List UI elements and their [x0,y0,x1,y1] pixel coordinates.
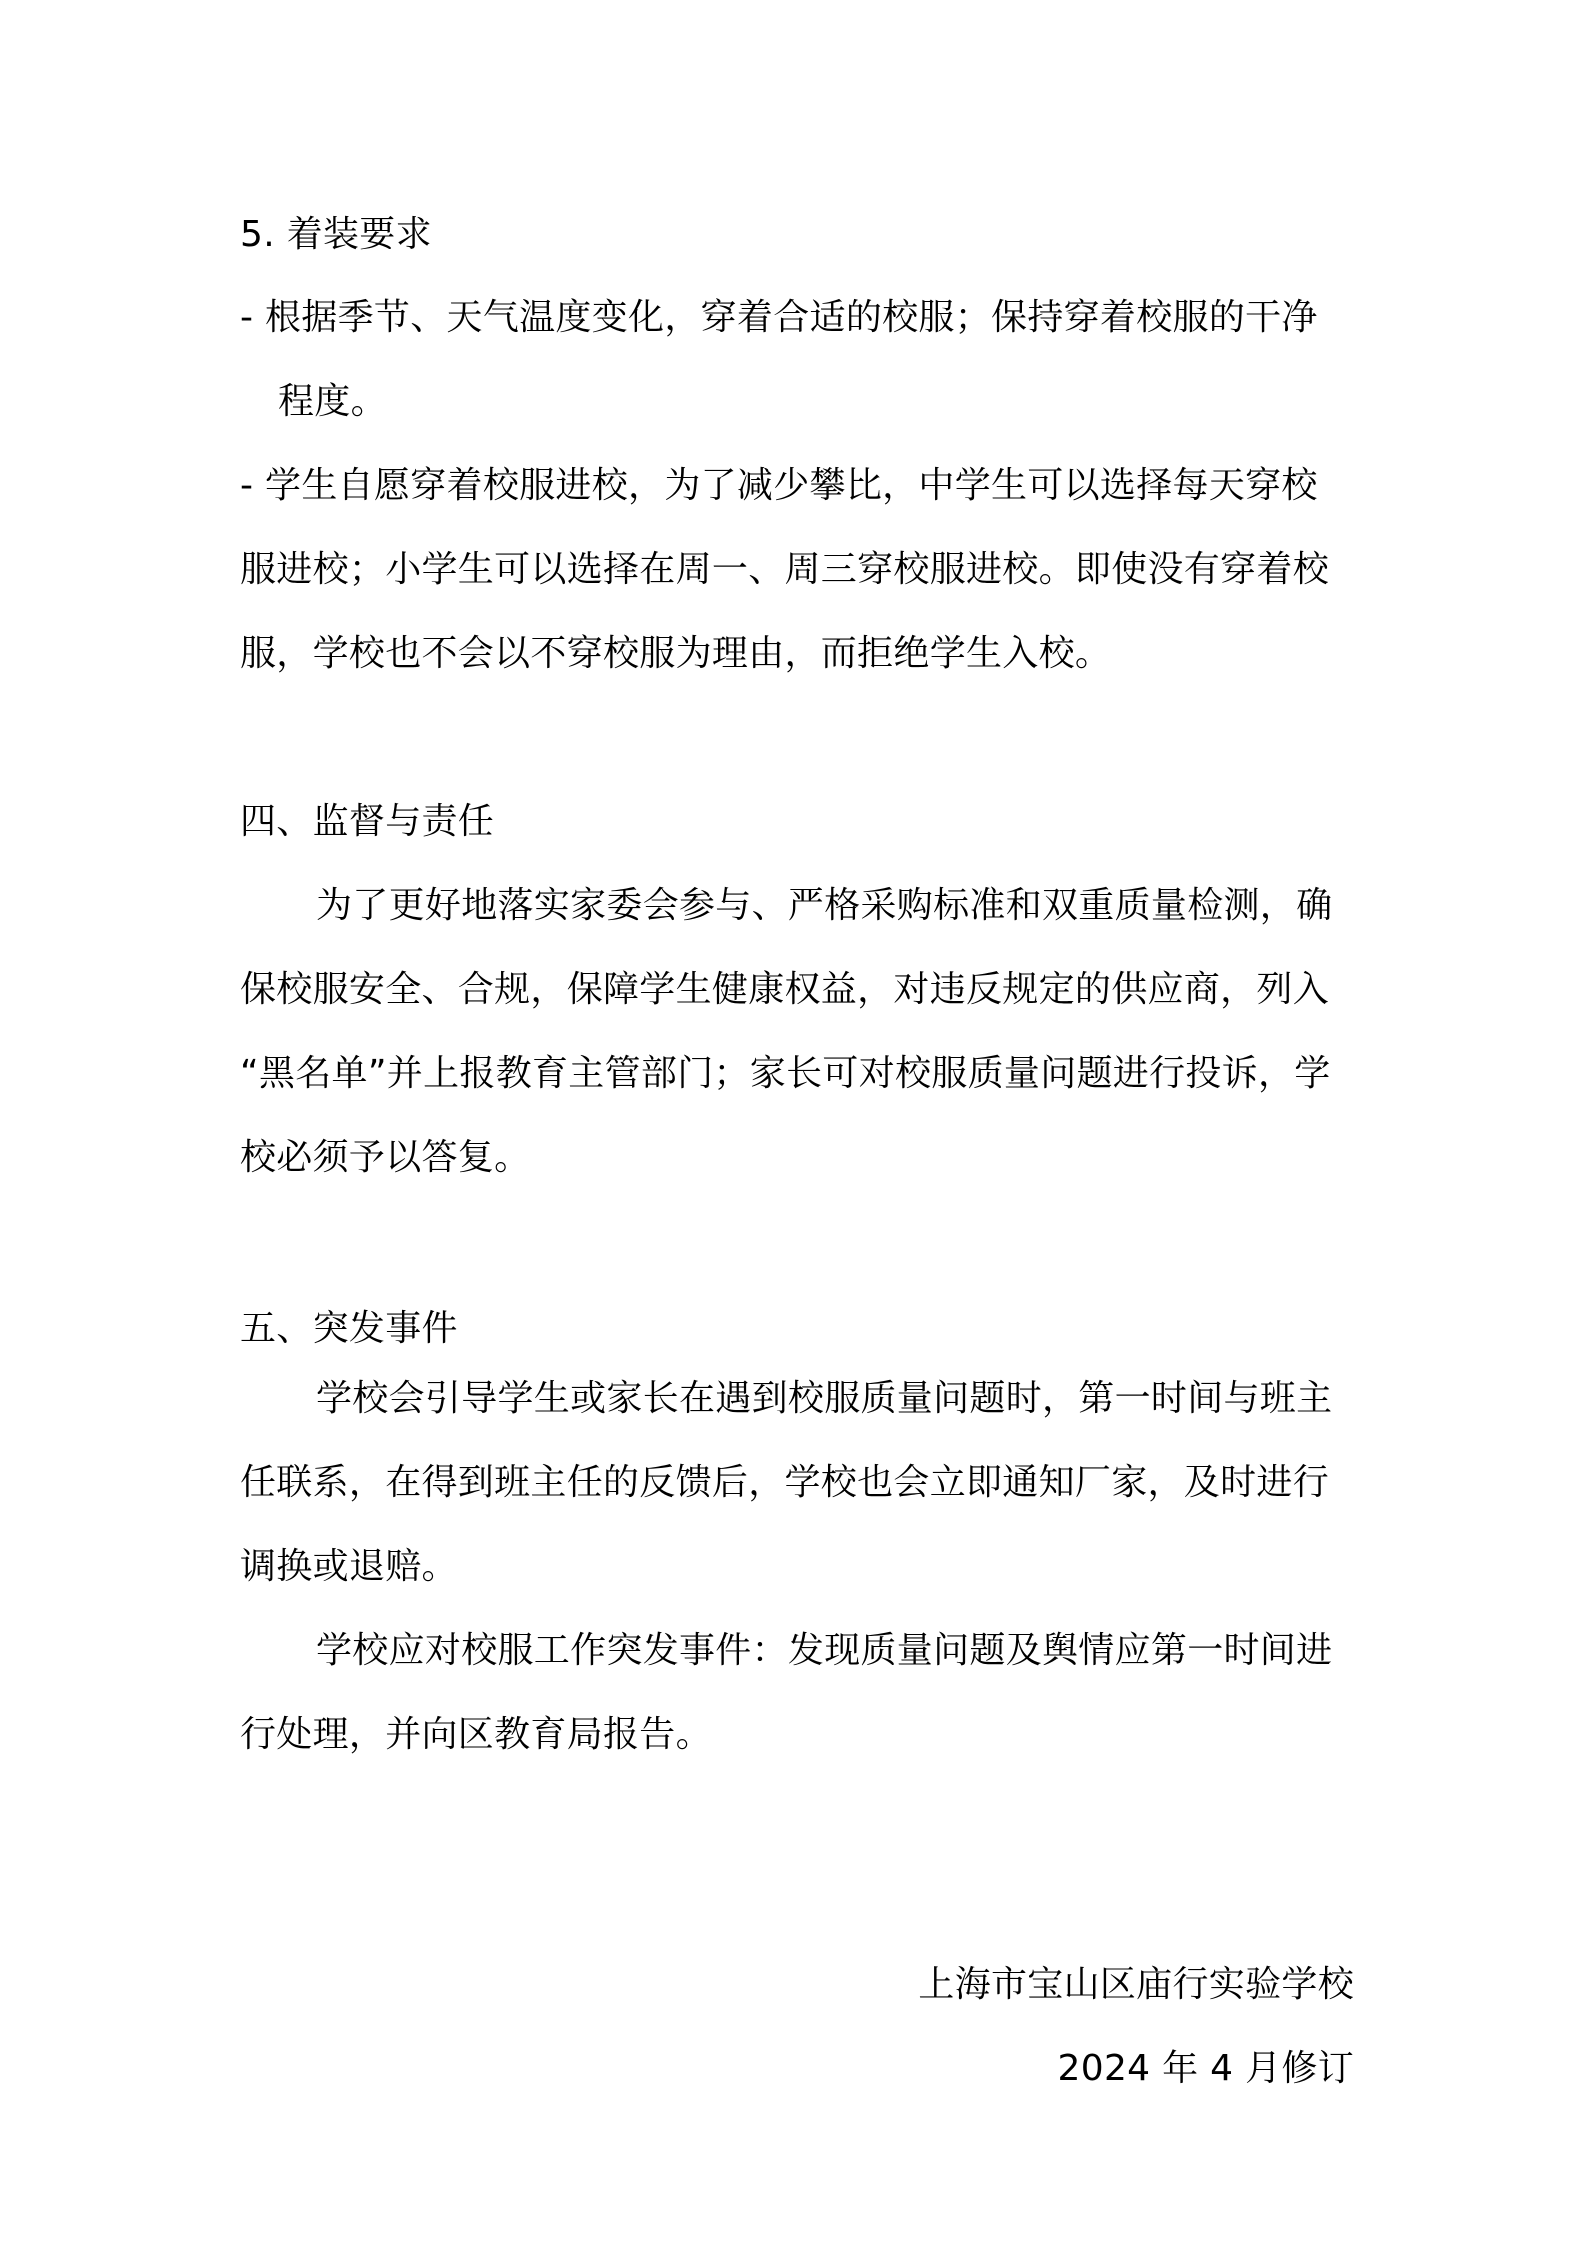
signature-school: 上海市宝山区庙行实验学校 [918,1964,1354,2005]
section-five-heading: 五、突发事件 [240,1308,458,1349]
section-five-para-1-line-2: 任联系，在得到班主任的反馈后，学校也会立即通知厂家，及时进行 [240,1462,1330,1503]
section-four-para-line-1: 为了更好地落实家委会参与、严格采购标准和双重质量检测，确 [316,885,1333,926]
section-four-para-line-3: “黑名单”并上报教育主管部门；家长可对校服质量问题进行投诉，学 [240,1053,1331,1094]
bullet-2-line-2: 服进校；小学生可以选择在周一、周三穿校服进校。即使没有穿着校 [240,549,1330,590]
section-five-para-2-line-2: 行处理，并向区教育局报告。 [240,1714,712,1755]
bullet-1-line-2: 程度。 [278,381,387,422]
bullet-1-line-1: - 根据季节、天气温度变化，穿着合适的校服；保持穿着校服的干净 [240,297,1318,338]
signature-date: 2024 年 4 月修订 [1057,2048,1354,2089]
section-five-para-1-line-3: 调换或退赔。 [240,1546,458,1587]
section-four-para-line-4: 校必须予以答复。 [240,1137,531,1178]
bullet-2-line-3: 服，学校也不会以不穿校服为理由，而拒绝学生入校。 [240,633,1112,674]
section-5-heading: 5. 着装要求 [240,214,432,255]
section-four-para-line-2: 保校服安全、合规，保障学生健康权益，对违反规定的供应商，列入 [240,969,1330,1010]
bullet-2-line-1: - 学生自愿穿着校服进校，为了减少攀比，中学生可以选择每天穿校 [240,465,1318,506]
section-five-para-1-line-1: 学校会引导学生或家长在遇到校服质量问题时，第一时间与班主 [316,1378,1333,1419]
section-four-heading: 四、监督与责任 [240,801,495,842]
section-five-para-2-line-1: 学校应对校服工作突发事件：发现质量问题及舆情应第一时间进 [316,1630,1333,1671]
